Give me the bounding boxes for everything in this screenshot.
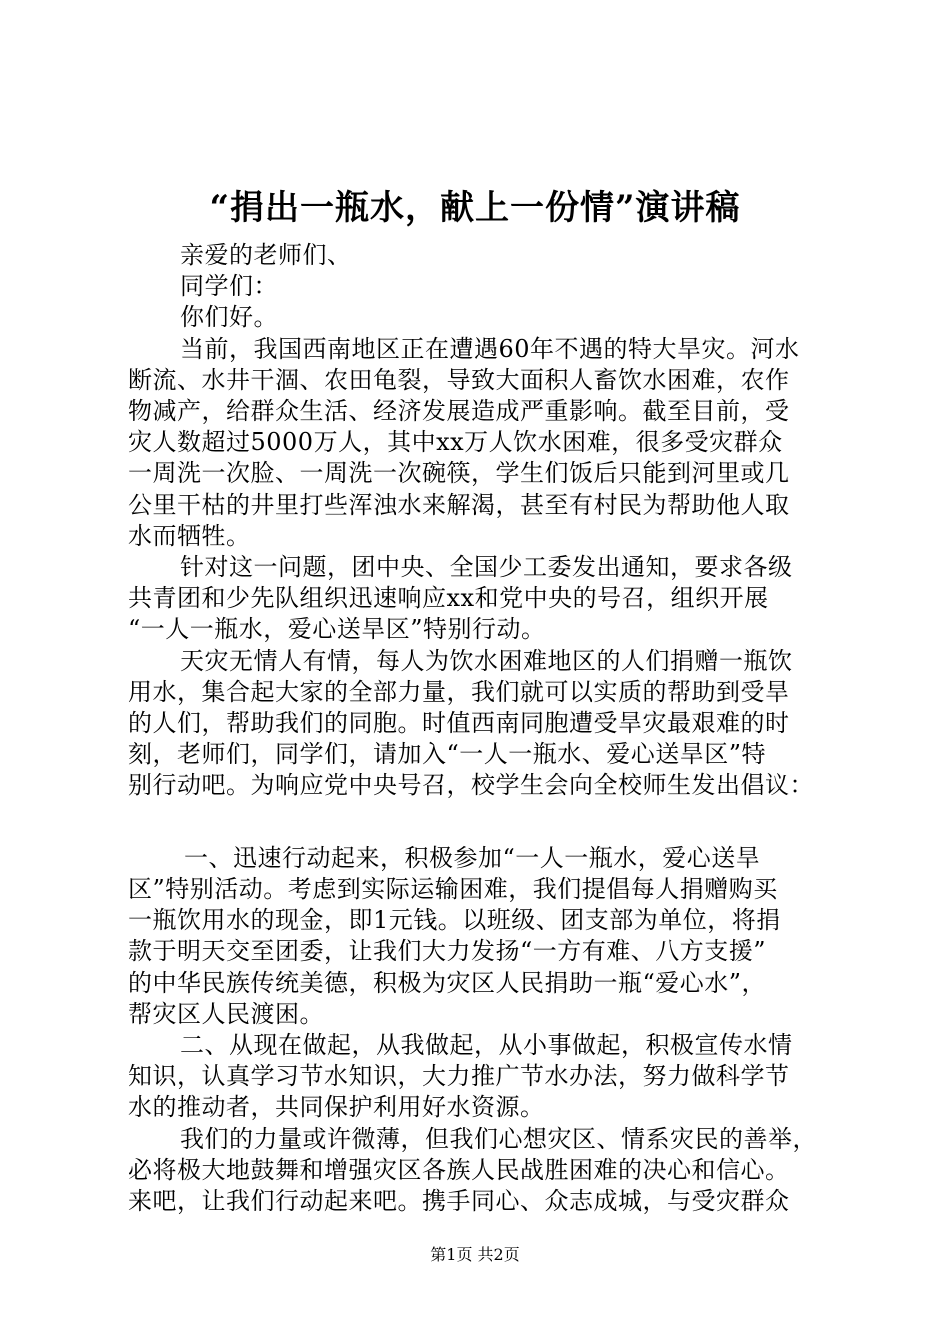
proposal-line: 二、从现在做起，从我做起，从小事做起，积极宣传水情 xyxy=(180,1031,793,1060)
blank-line xyxy=(128,802,833,833)
closing-line: 来吧，让我们行动起来吧。携手同心、众志成城，与受灾群众 xyxy=(128,1187,790,1216)
proposal-line: 知识，认真学习节水知识，大力推广节水办法，努力做科学节 xyxy=(128,1062,790,1091)
document-title: “捐出一瓶水，献上一份情”演讲稿 xyxy=(209,188,741,228)
closing-line: 必将极大地鼓舞和增强灾区各族人民战胜困难的决心和信心。 xyxy=(128,1155,790,1184)
paragraph-line: 当前，我国西南地区正在遭遇60年不遇的特大旱灾。河水 xyxy=(180,334,800,363)
paragraph-line: 水而牺牲。 xyxy=(128,521,251,550)
spacer xyxy=(128,833,833,843)
paragraph-line: 断流、水井干涸、农田龟裂，导致大面积人畜饮水困难，农作 xyxy=(128,365,790,394)
proposal-line: 一瓶饮用水的现金，即1元钱。以班级、团支部为单位，将捐 xyxy=(128,906,781,935)
proposal-line: 帮灾区人民渡困。 xyxy=(128,999,324,1028)
salutation-line: 亲爱的老师们、 xyxy=(180,241,352,269)
paragraph-line: 的人们，帮助我们的同胞。时值西南同胞遭受旱灾最艰难的时 xyxy=(128,709,790,738)
proposal-line: 的中华民族传统美德，积极为灾区人民捐助一瓶“爱心水”， xyxy=(128,968,767,997)
paragraph-line: 针对这一问题，团中央、全国少工委发出通知，要求各级 xyxy=(180,553,793,582)
paragraph-line: 物减产，给群众生活、经济发展造成严重影响。截至目前，受 xyxy=(128,397,790,426)
proposal-line: 区”特别活动。考虑到实际运输困难，我们提倡每人捐赠购买 xyxy=(128,875,778,904)
proposal-line: 水的推动者，共同保护利用好水资源。 xyxy=(128,1093,545,1122)
paragraph-line: 共青团和少先队组织迅速响应xx和党中央的号召，组织开展 xyxy=(128,584,769,613)
paragraph-line: 灾人数超过5000万人，其中xx万人饮水困难，很多受灾群众 xyxy=(128,428,783,457)
paragraph-line: 别行动吧。为响应党中央号召，校学生会向全校师生发出倡议： xyxy=(128,771,814,800)
salutation-line: 同学们： xyxy=(180,272,278,301)
proposal-line: 一、迅速行动起来，积极参加“一人一瓶水，爱心送旱 xyxy=(184,843,761,872)
paragraph-line: 用水，集合起大家的全部力量，我们就可以实质的帮助到受旱 xyxy=(128,677,790,706)
paragraph-line: “一人一瓶水，爱心送旱区”特别行动。 xyxy=(128,615,546,644)
closing-line: 我们的力量或许微薄，但我们心想灾区、情系灾民的善举， xyxy=(180,1124,817,1153)
document-body xyxy=(128,240,833,1217)
paragraph-line: 一周洗一次脸、一周洗一次碗筷，学生们饭后只能到河里或几 xyxy=(128,459,790,488)
greeting-line: 你们好。 xyxy=(180,303,278,332)
paragraph-line: 刻，老师们，同学们，请加入“一人一瓶水、爱心送旱区”特 xyxy=(128,740,767,769)
paragraph-line: 公里干枯的井里打些浑浊水来解渴，甚至有村民为帮助他人取 xyxy=(128,490,790,519)
page-footer: 第1页 共2页 xyxy=(430,1245,520,1264)
paragraph-line: 天灾无情人有情，每人为饮水困难地区的人们捐赠一瓶饮 xyxy=(180,646,793,675)
proposal-line: 款于明天交至团委，让我们大力发扬“一方有难、八方支援” xyxy=(128,937,767,966)
